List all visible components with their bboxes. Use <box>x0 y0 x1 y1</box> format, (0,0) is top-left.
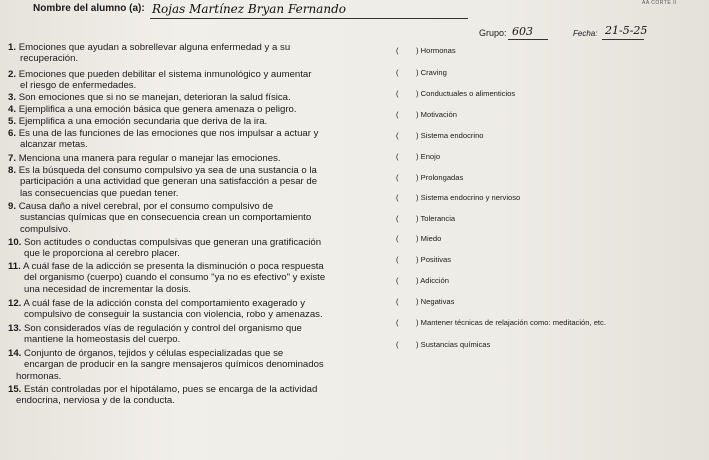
answer-option[interactable]: ( ) Motivación <box>396 110 457 119</box>
answer-option[interactable]: ( ) Tolerancia <box>396 214 456 223</box>
corner-cut-text: AA CORTE II <box>642 0 677 6</box>
answer-option[interactable]: ( ) Hormonas <box>396 46 456 55</box>
date-label: Fecha: <box>573 29 598 38</box>
question-item: 13. Son considerados vías de regulación y control del organismo que mantiene la homeostasis del cuerpo. <box>8 323 302 346</box>
answer-option[interactable]: ( ) Miedo <box>396 234 442 243</box>
question-item: 3. Son emociones que si no se manejan, deterioran la salud física. <box>8 92 291 103</box>
answer-option[interactable]: ( ) Positivas <box>396 255 452 264</box>
question-item: 11. A cuál fase de la adicción se presenta la disminución o poca respuesta del organismo (cuerpo) cuando el consumo "ya no es efectivo" y existe una necesidad de incrementar la dosis. <box>8 261 326 295</box>
answer-option[interactable]: ( ) Prolongadas <box>396 173 464 182</box>
date-underline <box>602 39 644 40</box>
question-item: 2. Emociones que pueden debilitar el sistema inmunológico y aumentar el riesgo de enfermedades. <box>8 69 312 92</box>
question-item: 7. Menciona una manera para regular o manejar las emociones. <box>8 153 281 164</box>
answer-option[interactable]: ( ) Sistema endocrino <box>396 131 484 140</box>
name-label: Nombre del alumno (a): <box>33 3 145 14</box>
name-value[interactable]: Rojas Martínez Bryan Fernando <box>152 2 346 16</box>
group-label: Grupo: <box>479 28 507 38</box>
question-item: 10. Son actitudes o conductas compulsivas que generan una gratificación que le proporciona al cerebro placer. <box>8 237 322 260</box>
question-item: 12. A cuál fase de la adicción consta del comportamiento exagerado y compulsivo de conseguir la sustancia con violencia, robo y amenazas. <box>8 298 323 321</box>
answer-option[interactable]: ( ) Adicción <box>396 276 449 285</box>
question-item: 8. Es la búsqueda del consumo compulsivo ya sea de una sustancia o la participación a una actividad que generan una satisfacción a pesar de las consecuencias que puedan tener. <box>8 165 318 199</box>
answer-option[interactable]: ( ) Sistema endocrino y nervioso <box>396 193 521 202</box>
answer-option[interactable]: ( ) Enojo <box>396 152 441 161</box>
question-item: 9. Causa daño a nivel cerebral, por el consumo compulsivo de sustancias químicas que en consecuencia crean un comportamiento compulsivo. <box>8 201 312 235</box>
question-item: 1. Emociones que ayudan a sobrellevar alguna enfermedad y a su recuperación. <box>8 42 291 65</box>
question-item: 4. Ejemplifica a una emoción básica que genera amenaza o peligro. <box>8 104 297 115</box>
date-value[interactable]: 21-5-25 <box>605 24 648 37</box>
answer-option[interactable]: ( ) Negativas <box>396 297 455 306</box>
question-item: 5. Ejemplifica a una emoción secundaria que deriva de la ira. <box>8 116 268 127</box>
answer-option[interactable]: ( ) Conductuales o alimenticios <box>396 89 516 98</box>
answer-option[interactable]: ( ) Sustancias químicas <box>396 340 491 349</box>
group-value[interactable]: 603 <box>512 25 533 38</box>
name-underline <box>150 18 468 19</box>
answer-option[interactable]: ( ) Mantener técnicas de relajación como: meditación, etc. <box>396 318 606 327</box>
group-underline <box>508 39 548 40</box>
question-item: 14. Conjunto de órganos, tejidos y células especializadas que se encargan de producir en la sangre mensajeros químicos denominados hormonas. <box>8 348 324 382</box>
question-item: 15. Están controladas por el hipotálamo, pues se encarga de la actividad endocrina, nerviosa y de la conducta. <box>8 384 318 407</box>
question-item: 6. Es una de las funciones de las emociones que nos impulsar a actuar y alcanzar metas. <box>8 128 319 151</box>
answer-option[interactable]: ( ) Craving <box>396 68 447 77</box>
